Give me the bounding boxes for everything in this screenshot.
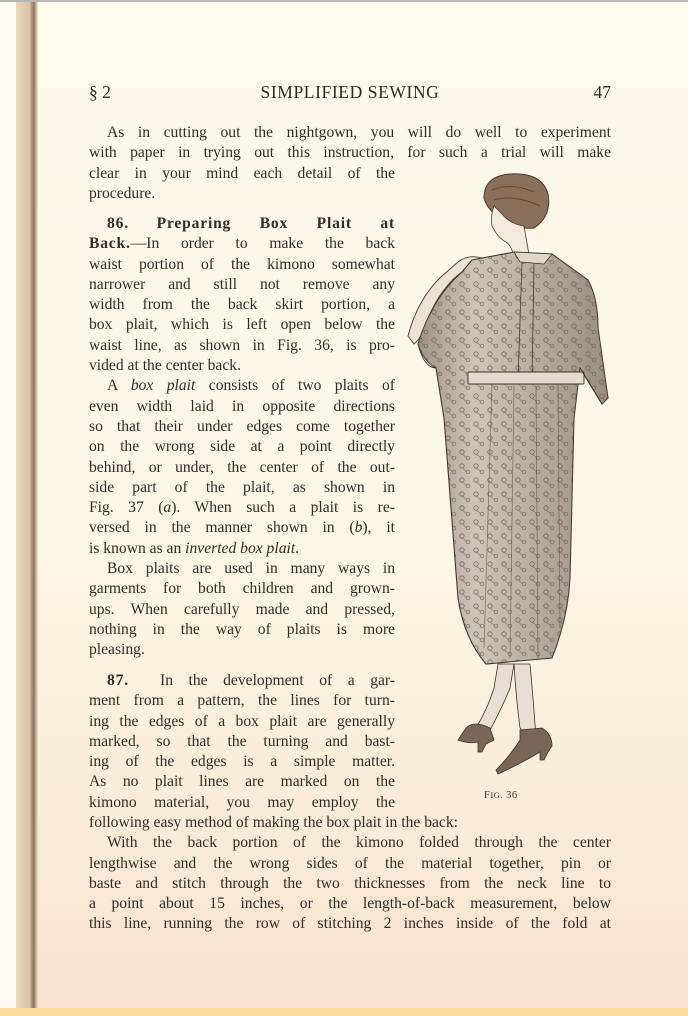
section-87-first-line	[89, 671, 395, 691]
text-run: In the development of a gar-	[160, 672, 396, 689]
italic-letter: a	[163, 499, 172, 517]
text-line: pleasing.	[89, 641, 145, 659]
text-line: even width laid in opposite directions	[89, 397, 395, 415]
text-run: —In order to make the back	[130, 235, 395, 253]
text-line: side part of the plait, as shown in	[89, 478, 395, 496]
text-line: marked, so that the turning and bast-	[89, 732, 395, 750]
text-line: ups. When carefully made and pressed,	[89, 600, 395, 618]
text-line: waist line, as shown in Fig. 36, is pro-	[89, 336, 395, 354]
text-line: waist portion of the kimono somewhat	[89, 255, 395, 273]
italic-term: inverted box plait	[185, 539, 296, 557]
text-line: this line, running the row of stitching 2 inches inside of the fold at	[89, 915, 611, 933]
italic-letter: b	[354, 519, 363, 537]
scan-margin	[0, 0, 16, 1008]
text-run: versed in the manner shown in (	[89, 519, 355, 537]
text-run: A	[107, 377, 131, 395]
text-line: width from the back skirt portion, a	[89, 296, 395, 314]
intro-paragraph	[89, 123, 611, 164]
text-line: ment from a pattern, the lines for turn-	[89, 692, 395, 710]
text-line	[89, 518, 395, 538]
text-line: As no plait lines are marked on the	[89, 773, 395, 791]
text-line: on the wrong side at a point directly	[89, 438, 395, 456]
text-run: consists of two plaits of	[195, 377, 395, 395]
text-line	[89, 539, 395, 559]
text-run: ), it	[362, 519, 396, 537]
text-line: clear in your mind each detail of the	[89, 164, 395, 182]
section-87-wide	[89, 813, 611, 935]
caption-smallcaps: IG.	[490, 790, 503, 800]
section-number: 86.	[107, 215, 129, 232]
section-heading: Preparing Box Plait at	[156, 215, 395, 232]
text-line: garments for both children and grown-	[89, 580, 395, 598]
figure-head	[484, 174, 549, 260]
text-line	[89, 234, 395, 254]
text-line: baste and stitch through the two thicknesses from the neck line to	[89, 874, 611, 892]
text-line	[89, 498, 395, 518]
text-line: Box plaits are used in many ways in	[107, 560, 395, 578]
figure-36-illustration	[402, 168, 612, 780]
text-run: .	[295, 539, 300, 557]
text-line: procedure.	[89, 184, 156, 202]
text-line: narrower and still not remove any	[89, 275, 395, 293]
figure-legs	[458, 664, 552, 774]
text-line: following easy method of making the box plait in the back:	[89, 814, 458, 831]
section-86	[89, 214, 395, 661]
shoe	[458, 724, 494, 752]
section-heading-end: Back.	[89, 235, 131, 253]
caption-initial: F	[484, 790, 491, 801]
running-title: SIMPLIFIED SEWING	[260, 82, 440, 102]
text-line: behind, or under, the center of the out-	[89, 458, 395, 476]
text-line: With the back portion of the kimono folded through the center	[107, 834, 611, 852]
text-line: As in cutting out the nightgown, you will do well to experiment	[107, 124, 611, 141]
section-number: 87.	[107, 672, 129, 689]
text-run: is known as an	[89, 539, 186, 557]
page-number: 47	[593, 82, 611, 102]
text-line: so that their under edges come together	[89, 417, 395, 435]
text-line: with paper in trying out this instruction, for such a trial will make	[89, 144, 611, 162]
section-marker: § 2	[89, 82, 111, 102]
text-line: nothing in the way of plaits is more	[89, 620, 395, 638]
text-line: a point about 15 inches, or the length-of-back measurement, below	[89, 895, 611, 913]
text-line: ing of the edges is a simple matter.	[89, 753, 395, 771]
section-87	[89, 671, 395, 813]
shoe	[496, 728, 552, 774]
text-line: ing the edges of a box plait are generally	[89, 712, 395, 730]
kimono	[418, 252, 608, 664]
text-run: Fig. 37 (	[89, 499, 164, 517]
text-line	[89, 376, 395, 396]
running-header	[89, 82, 611, 104]
book-gutter	[16, 2, 38, 1008]
text-line: lengthwise and the wrong sides of the material together, pin or	[89, 854, 611, 872]
section-86-heading	[89, 214, 395, 234]
text-line: kimono material, you may employ the	[89, 793, 395, 811]
italic-term: box plait	[130, 377, 196, 395]
intro-paragraph-cont	[89, 164, 395, 205]
text-line: box plait, which is left open below the	[89, 316, 395, 334]
text-line: vided at the center back.	[89, 357, 241, 375]
caption-number: 36	[502, 790, 518, 801]
text-run: ). When such a plait is re-	[171, 499, 395, 517]
figure-caption	[484, 790, 518, 801]
